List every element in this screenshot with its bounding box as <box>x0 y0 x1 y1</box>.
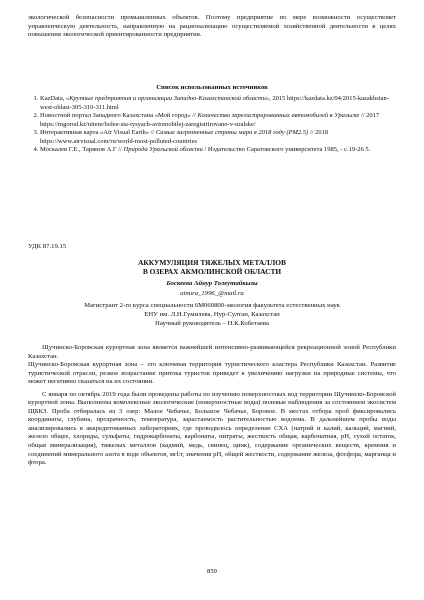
intro-paragraph <box>28 14 396 40</box>
intro-text: экологической безопасности промышленных объектов. Поэтому предприятие по мере возможности осуществляет управленческую деятельность, направленную на рационализацию осуществляемой хозяйственной деятельности в целях повышения экологической ориентированности предприятия. <box>28 14 396 39</box>
article-title <box>28 258 396 276</box>
reference-item: 4. Москалев Г.Е., Тарянов А.Г // Природа Уральской области / Издательство Саратовского университета 1985, - с.19-26 5. <box>40 146 400 155</box>
references-heading: Список использованных источников <box>156 84 268 91</box>
supervisor-line: Научный руководитель – Н.К.Кобетаева <box>155 319 269 327</box>
title-line-1: АККУМУЛЯЦИЯ ТЯЖЕЛЫХ МЕТАЛЛОВ <box>138 258 286 267</box>
reference-item: 1. KazData, «Крупные предприятия и организации Западно-Казахстанской области», 2015 https://kazdata.kz/04/2015-kazakhstan-west-oblast-305-310-311.html <box>40 95 400 112</box>
reference-item: 3. Интерактивная карта «Air Visual Earth» // Самые загрязненные страны мира в 2018 году (PM2.5) // 2018 https://www.airvisual.com/ru/world-most-polluted-countries <box>40 129 400 146</box>
affiliation-line-2: ЕНУ им. Л.Н.Гумилева, Нур-Султан, Казахстан <box>144 310 280 318</box>
udc-code: УДК 87.19.15 <box>28 243 67 250</box>
body-paragraph-2: Щучинско-Боровская курортная зона – это ключевая территория туристического кластера Республики Казахстан. Развитие туристической отрасли, резкое возрастание притока туристов приведет к увеличению нагрузки на природные системы, что может негативно сказаться на их состоянии. <box>28 361 396 386</box>
page-number: 859 <box>206 568 218 575</box>
affiliation-line-1: Магистрант 2-го курса специальности 6М060800-экология факультета естественных наук <box>84 302 340 309</box>
article-body <box>28 344 396 468</box>
reference-item: 2. Новостной портал Западного Казахстана «Мой город» // Количество зарегистрированных автомобилей в Уральске // 2017 https://mgorod.kz/nitem/bolee-sta-tysyach-avtomobilej-zaregistrirovano-v-uralske/ <box>40 112 400 129</box>
body-paragraph-1: Щучинско-Боровская курортная зона является важнейшей интенсивно-развивающейся рекреационной зоной Республики Казахстан. <box>28 344 396 360</box>
title-line-2: В ОЗЕРАХ АКМОЛИНСКОЙ ОБЛАСТИ <box>142 267 282 276</box>
body-paragraph-3: С января по октябрь 2019 года были проведены работы по изучению поверхностных вод территории Щучинско-Боровской курортной зоны. Выполнены комплексные экологические (поверхностные воды) полевые наблюдения за состоянием экосистем ЩБКЗ. Проба отбиралась из 3 озер: Малое Чебачье, Большое Чебачье, Боровое. В местах отбора проб фиксировались координаты, глубина, прозрачность, температура, зарастаемость растительностью водоема. В дальнейшем пробы воды анализировались в аккредитованных лабораториях, где проводилось определение СХА (натрий и калий, кальций, магний, железо общее, хлориды, сульфаты, гидрокарбонаты, карбонаты, нитраты, жесткость общая, карбонатная, pH, сухой остаток, общая минерализация), тяжелых металлов (кадмий, медь, свинец, цинк), содержание органических веществ, кремния и соединений минерального азота в воде объектов, мгl/г, значения pH, общей жесткости, содержание железа, фосфора, марганца и фтора. <box>28 390 396 467</box>
author-affiliation <box>28 302 396 328</box>
references-list <box>28 95 400 155</box>
author-email: ainura_1996_@mail.ru <box>180 290 244 297</box>
author-name: Боскеева Айнур Толеутайкызы <box>166 280 258 287</box>
